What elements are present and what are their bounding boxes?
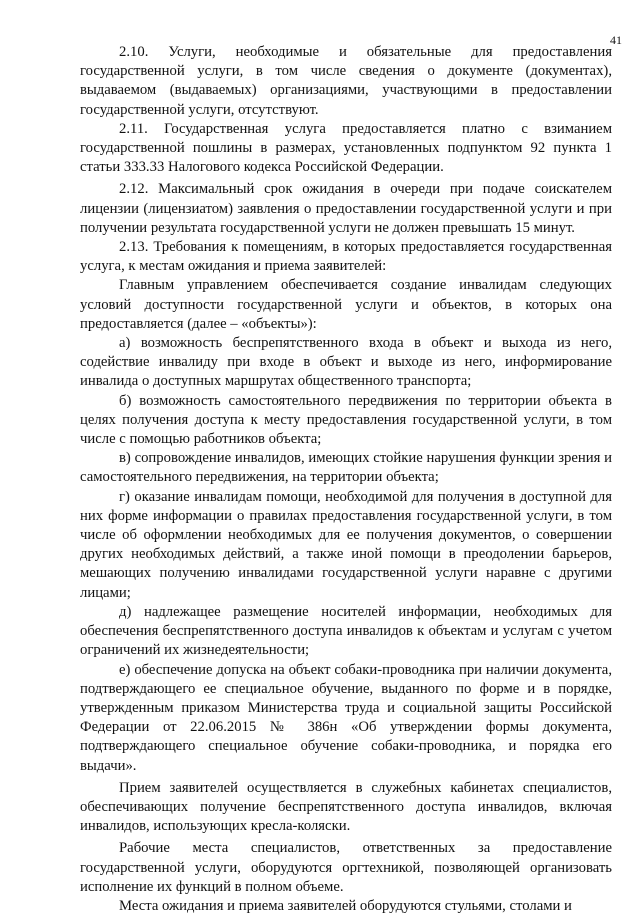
paragraph-2-13: 2.13. Требования к помещениям, в которых предоставляется государственная услуга, к местам ожидания и приема заявителей: xyxy=(80,239,612,275)
paragraph-accessibility-intro: Главным управлением обеспечивается создание инвалидам следующих условий доступности государственной услуги и объектов, в которых она предоставляется (далее – «объекты»): xyxy=(80,277,612,332)
page-number: 41 xyxy=(610,33,622,47)
list-item-g: г) оказание инвалидам помощи, необходимой для получения в доступной для них форме информации о правилах предоставления государственной услуги, в том числе об оформлении необходимых для ее получения документов, о совершении других необходимых действий, а также иной помощи в преодолении барьеров, мешающих получению инвалидами государственной услуги наравне с другими лицами; xyxy=(80,488,612,601)
list-item-d: д) надлежащее размещение носителей информации, необходимых для обеспечения беспрепятственного доступа инвалидов к объектам и услугам с учетом ограничений их жизнедеятельности; xyxy=(80,603,612,659)
list-item-a: а) возможность беспрепятственного входа в объект и выхода из него, содействие инвалиду при входе в объект и выходе из него, информирование инвалида о доступных маршрутах общественного транспорта; xyxy=(80,335,612,390)
paragraph-waiting-places: Места ожидания и приема заявителей оборудуются стульями, столами и xyxy=(119,897,572,914)
paragraph-2-11: 2.11. Государственная услуга предоставляется платно с взиманием государственной пошлины в размерах, установленных подпунктом 92 пункта 1 статьи 333.33 Налогового кодекса Российской Федерации. xyxy=(80,120,612,176)
list-item-v: в) сопровождение инвалидов, имеющих стойкие нарушения функции зрения и самостоятельного передвижения, на территории объекта; xyxy=(80,450,612,486)
paragraph-reception: Прием заявителей осуществляется в служебных кабинетах специалистов, обеспечивающих получение беспрепятственного доступа инвалидов, включая инвалидов, использующих кресла-коляски. xyxy=(80,779,612,835)
paragraph-workplaces: Рабочие места специалистов, ответственных за предоставление государственной услуги, оборудуются оргтехникой, позволяющей организовать исполнение их функций в полном объеме. xyxy=(80,840,612,895)
list-item-e: е) обеспечение допуска на объект собаки-проводника при наличии документа, подтверждающего ее специальное обучение, выданного по форме и в порядке, утвержденным приказом Министерства труда и социальной защиты Российской Федерации от 22.06.2015 № 386н «Об утверждении формы документа, подтверждающего специальное обучение собаки-проводника, и порядка его выдачи». xyxy=(80,661,612,774)
list-item-b: б) возможность самостоятельного передвижения по территории объекта в целях получения доступа к месту предоставления государственной услуги, в том числе с помощью работников объекта; xyxy=(80,392,612,448)
document-body xyxy=(80,43,612,916)
paragraph-2-12: 2.12. Максимальный срок ожидания в очереди при подаче соискателем лицензии (лицензиатом) заявления о предоставлении государственной услуги и при получении результата государственной услуги не должен превышать 15 минут. xyxy=(80,181,612,236)
paragraph-2-10: 2.10. Услуги, необходимые и обязательные для предоставления государственной услуги, в том числе сведения о документе (документах), выдаваемом (выдаваемых) организациями, участвующими в предоставлении государственной услуги, отсутствуют. xyxy=(80,44,612,118)
